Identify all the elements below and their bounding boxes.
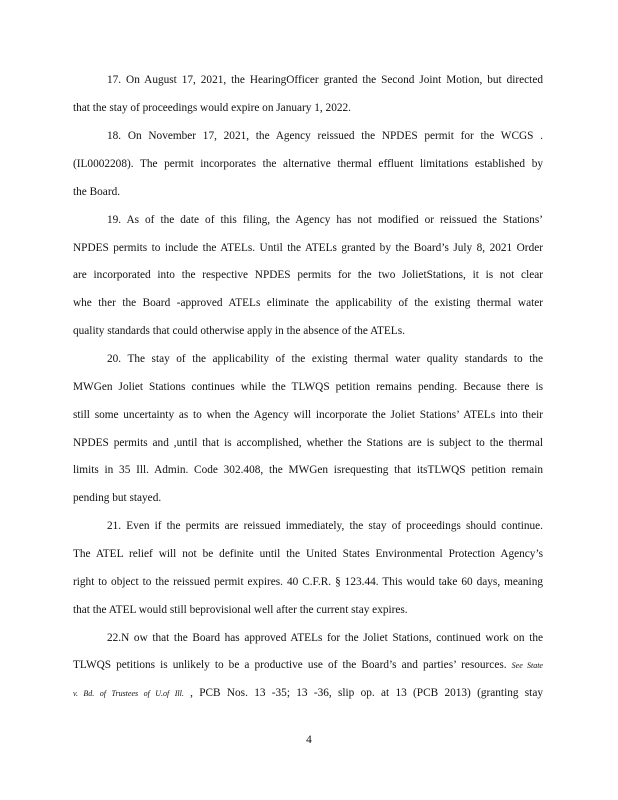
paragraph-19-line-4: whe ther the Board -approved ATELs eliminate the applicability of the existing thermal water: [73, 297, 543, 309]
paragraph-20-line-1: 20. The stay of the applicability of the existing thermal water quality standards to the: [107, 353, 543, 365]
citation-rest: , PCB Nos. 13 -35; 13 -36, slip op. at 13 (PCB 2013) (granting stay: [183, 687, 543, 699]
paragraph-22-line-1: 22.N ow that the Board has approved ATELs for the Joliet Stations, continued work on the: [107, 632, 543, 644]
paragraph-20-line-6: pending but stayed.: [73, 492, 162, 504]
paragraph-21-line-3: right to object to the reissued permit expires. 40 C.F.R. § 123.44. This would take 60 days, meaning: [73, 576, 543, 588]
paragraph-22-line-3: [73, 686, 543, 701]
paragraph-17-line-2: that the stay of proceedings would expire on January 1, 2022.: [73, 102, 351, 114]
paragraph-20-line-2: MWGen Joliet Stations continues while the TLWQS petition remains pending. Because there is: [73, 381, 543, 393]
paragraph-20-line-3: still some uncertainty as to when the Agency will incorporate the Joliet Stations’ ATELs into their: [73, 409, 543, 421]
paragraph-18-line-2: (IL0002208). The permit incorporates the alternative thermal effluent limitations established by: [73, 158, 543, 170]
paragraph-21-line-1: 21. Even if the permits are reissued immediately, the stay of proceedings should continue.: [107, 520, 543, 532]
citation-see-state: See State: [511, 661, 543, 670]
citation-case-name: v. Bd. of Trustees of U.of Ill.: [73, 689, 184, 698]
page-number: 4: [306, 734, 312, 746]
paragraph-18-line-3: the Board.: [73, 186, 121, 198]
paragraph-19-line-3: are incorporated into the respective NPDES permits for the two JolietStations, it is not clear: [73, 269, 543, 281]
paragraph-19-line-2: NPDES permits to include the ATELs. Until the ATELs granted by the Board’s July 8, 2021 Order: [73, 242, 543, 254]
paragraph-22-line-2: [73, 658, 543, 673]
paragraph-20-line-4: NPDES permits and ,until that is accomplished, whether the Stations are is subject to the thermal: [73, 437, 543, 449]
paragraph-20-line-5: limits in 35 Ill. Admin. Code 302.408, the MWGen isrequesting that itsTLWQS petition remain: [73, 464, 543, 476]
paragraph-17-line-1: 17. On August 17, 2021, the HearingOfficer granted the Second Joint Motion, but directed: [107, 74, 543, 86]
paragraph-21-line-4: that the ATEL would still beprovisional well after the current stay expires.: [73, 604, 408, 616]
paragraph-19-line-1: 19. As of the date of this filing, the Agency has not modified or reissued the Stations’: [107, 214, 543, 226]
paragraph-19-line-5: quality standards that could otherwise apply in the absence of the ATELs.: [73, 325, 405, 337]
paragraph-18-line-1: 18. On November 17, 2021, the Agency reissued the NPDES permit for the WCGS .: [107, 130, 543, 142]
paragraph-21-line-2: The ATEL relief will not be definite until the United States Environmental Protection Agency’s: [73, 548, 543, 560]
paragraph-22-line-2-text: TLWQS petitions is unlikely to be a productive use of the Board’s and parties’ resources.: [73, 659, 507, 671]
